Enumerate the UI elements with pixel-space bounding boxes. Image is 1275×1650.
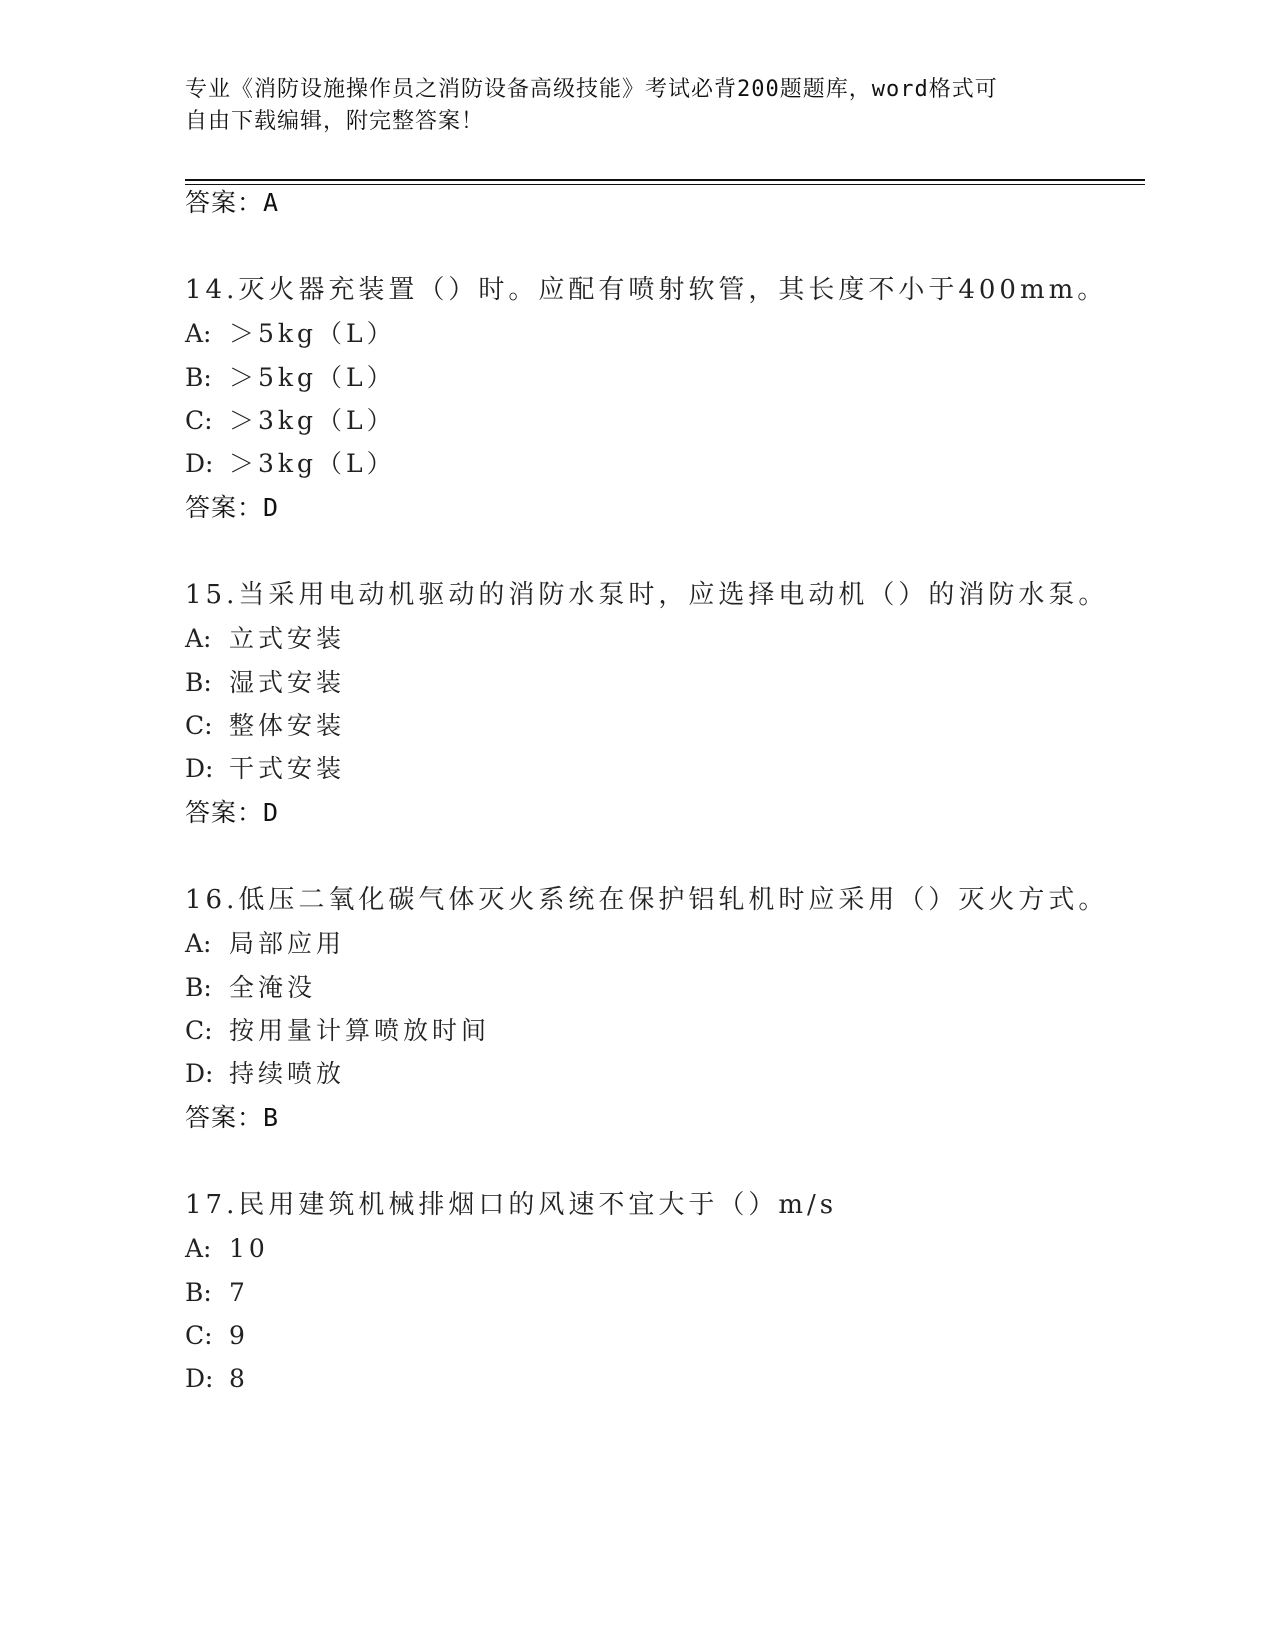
- question-16-option-a: [185, 927, 345, 961]
- option-key: A:: [185, 624, 212, 653]
- option-text: ＞5kg（L）: [229, 363, 396, 392]
- option-text: 干式安装: [229, 754, 346, 783]
- option-text: 持续喷放: [229, 1059, 346, 1088]
- option-key: B:: [185, 1278, 212, 1307]
- option-text: ＞3kg（L）: [229, 406, 396, 435]
- question-17-text: 17.民用建筑机械排烟口的风速不宜大于（）m/s: [185, 1190, 838, 1220]
- option-text: 9: [229, 1321, 249, 1350]
- header-divider-thick: [185, 179, 1145, 181]
- question-14-option-b: [185, 361, 396, 395]
- question-15-option-a: [185, 622, 345, 656]
- option-key: D:: [185, 449, 214, 478]
- question-15-option-b: [185, 666, 345, 700]
- option-text: 局部应用: [229, 929, 346, 958]
- question-17-option-d: [185, 1362, 249, 1396]
- option-key: C:: [185, 711, 213, 740]
- question-16-option-b: [185, 971, 316, 1005]
- question-16-option-d: [185, 1057, 345, 1091]
- option-text: 8: [229, 1364, 249, 1393]
- header-line-2: 自由下载编辑，附完整答案！: [185, 109, 485, 134]
- option-text: 湿式安装: [229, 668, 346, 697]
- question-14-option-a: [185, 317, 396, 351]
- header-divider-thin: [185, 184, 1145, 185]
- option-text: 全淹没: [229, 973, 317, 1002]
- option-key: A:: [185, 319, 212, 348]
- question-14-text: 14.灭火器充装置（）时。应配有喷射软管，其长度不小于400mm。: [185, 275, 1108, 305]
- question-16-answer: 答案：B: [185, 1103, 280, 1132]
- option-text: 7: [229, 1278, 249, 1307]
- question-16-text: 16.低压二氧化碳气体灭火系统在保护铝轧机时应采用（）灭火方式。: [185, 885, 1109, 915]
- answer-line: 答案：A: [185, 188, 280, 217]
- question-17-option-c: [185, 1319, 249, 1353]
- option-key: C:: [185, 1016, 213, 1045]
- option-key: D:: [185, 1059, 214, 1088]
- option-key: B:: [185, 363, 212, 392]
- question-17-option-b: [185, 1276, 249, 1310]
- question-16-option-c: [185, 1014, 490, 1048]
- option-text: 按用量计算喷放时间: [229, 1016, 491, 1045]
- option-text: ＞3kg（L）: [229, 449, 396, 478]
- option-key: B:: [185, 973, 212, 1002]
- option-key: B:: [185, 668, 212, 697]
- option-text: 10: [229, 1234, 269, 1263]
- option-key: C:: [185, 406, 213, 435]
- option-text: ＞5kg（L）: [229, 319, 396, 348]
- question-15-option-c: [185, 709, 345, 743]
- option-key: D:: [185, 1364, 214, 1393]
- question-17-option-a: [185, 1232, 269, 1266]
- option-text: 立式安装: [229, 624, 346, 653]
- header-line-1: 专业《消防设施操作员之消防设备高级技能》考试必背200题题库，word格式可: [185, 77, 998, 102]
- question-14-answer: 答案：D: [185, 493, 280, 522]
- question-15-answer: 答案：D: [185, 798, 280, 827]
- option-key: C:: [185, 1321, 213, 1350]
- document-header: [185, 74, 1065, 138]
- option-key: A:: [185, 1234, 212, 1263]
- question-14-option-c: [185, 404, 396, 438]
- question-15-option-d: [185, 752, 345, 786]
- question-14-option-d: [185, 447, 396, 481]
- option-key: D:: [185, 754, 214, 783]
- option-text: 整体安装: [229, 711, 346, 740]
- question-15-text: 15.当采用电动机驱动的消防水泵时，应选择电动机（）的消防水泵。: [185, 580, 1109, 610]
- option-key: A:: [185, 929, 212, 958]
